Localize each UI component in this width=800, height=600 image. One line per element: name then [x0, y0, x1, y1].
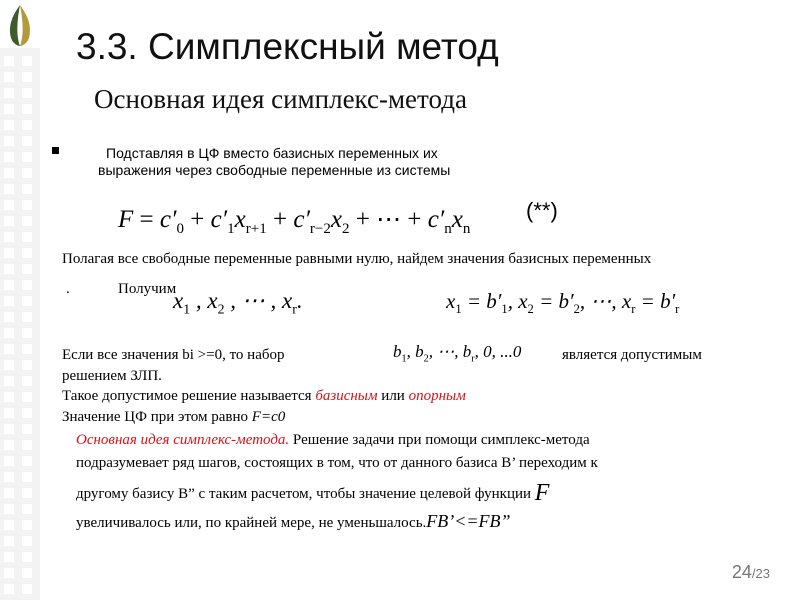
equation-label: (**) [526, 198, 558, 223]
page-current: 24 [731, 562, 752, 582]
decorative-square [22, 328, 32, 338]
decorative-square [22, 152, 32, 162]
decorative-square [22, 312, 32, 322]
objective-inequality: FB’<=FB” [426, 511, 511, 531]
free-variables-formula: $x_1$ , $x_2$ , ⋯ , $x_r$. [173, 288, 303, 317]
decorative-square [4, 200, 14, 210]
para1-line-1: Полагая все свободные переменные равными нулю, найдем значения базисных переменных [62, 251, 652, 267]
decorative-square [4, 584, 14, 594]
decorative-square [4, 152, 14, 162]
support-word: опорным [408, 388, 466, 404]
page-total: /23 [751, 566, 770, 581]
decorative-square [22, 520, 32, 530]
decorative-square [22, 232, 32, 242]
decorative-square [4, 56, 14, 66]
decorative-square [22, 360, 32, 370]
decorative-square [22, 120, 32, 130]
decorative-square [4, 504, 14, 514]
decorative-square [22, 536, 32, 546]
decorative-square [4, 392, 14, 402]
decorative-square [4, 88, 14, 98]
decorative-square [4, 472, 14, 482]
decorative-square [22, 280, 32, 290]
basic-solution-line [62, 387, 466, 406]
flame-logo-icon [0, 0, 40, 48]
decorative-square [4, 136, 14, 146]
decorative-square [22, 424, 32, 434]
decorative-square [22, 216, 32, 226]
decorative-square [22, 56, 32, 66]
decorative-square [22, 296, 32, 306]
objective-F-symbol: F [534, 480, 550, 506]
decorative-square [4, 120, 14, 130]
objective-value-text: Значение ЦФ при этом равно [62, 409, 252, 425]
decorative-square [4, 264, 14, 274]
intro-line-2: выражения через свободные переменные из системы [98, 162, 451, 178]
decorative-square [4, 184, 14, 194]
decorative-square [22, 408, 32, 418]
idea-line-4-text: увеличивалось или, по крайней мере, не уменьшалось. [76, 515, 427, 531]
decorative-square [22, 200, 32, 210]
decorative-square [4, 408, 14, 418]
decorative-square [4, 440, 14, 450]
basic-word: базисным [315, 388, 378, 404]
slide-subtitle: Основная идея симплекс-метода [94, 84, 467, 114]
para1-dot: . [66, 281, 70, 297]
decorative-square [22, 88, 32, 98]
slide-title: 3.3. Симплексный метод [76, 26, 499, 67]
decorative-square [4, 168, 14, 178]
decorative-square [22, 264, 32, 274]
decorative-square [4, 520, 14, 530]
decorative-square [22, 184, 32, 194]
decorative-square [4, 216, 14, 226]
decorative-square [4, 360, 14, 370]
decorative-square [4, 424, 14, 434]
objective-value-expr: F=c0 [251, 409, 286, 425]
decorative-square [22, 568, 32, 578]
idea-line-3 [76, 482, 549, 504]
idea-line-1-text: Решение задачи при помощи симплекс-метода [289, 432, 590, 448]
decorative-square [22, 488, 32, 498]
decorative-square [22, 248, 32, 258]
idea-title: Основная идея симплекс-метода. [76, 432, 290, 448]
intro-line-1: Подставляя в ЦФ вместо базисных переменных их [106, 145, 438, 161]
condition-line-1-end: является допустимым [562, 347, 702, 363]
decorative-square [22, 504, 32, 514]
decorative-square [22, 456, 32, 466]
decorative-square [4, 280, 14, 290]
decorative-square [22, 168, 32, 178]
decorative-square [4, 536, 14, 546]
condition-line-1-start: Если все значения bi >=0, то набор [62, 347, 285, 363]
square-bullet-icon [52, 147, 59, 154]
condition-line-2: решением ЗЛП. [62, 368, 162, 384]
objective-value-line [62, 408, 285, 427]
decorative-square [22, 472, 32, 482]
objective-equation: $F = c'_0 + c'_1x_{r+1} + c'_{r-2}x_2$ + ⋯ + $c'_nx_n$ [118, 206, 471, 237]
decorative-square [4, 104, 14, 114]
idea-line-3-text: другому базису B” с таким расчетом, чтобы значение целевой функции [76, 486, 535, 502]
decorative-square [22, 104, 32, 114]
decorative-square [22, 552, 32, 562]
basic-solution-text: Такое допустимое решение называется [62, 388, 316, 404]
para1-line-2: Получим [118, 281, 177, 297]
idea-line-4 [76, 512, 511, 533]
decorative-square [22, 136, 32, 146]
decorative-square [4, 376, 14, 386]
page-number [732, 562, 770, 583]
idea-line-1 [76, 431, 590, 450]
decorative-square [22, 72, 32, 82]
decorative-square [4, 232, 14, 242]
decorative-square [4, 248, 14, 258]
decorative-square [22, 584, 32, 594]
decorative-square [4, 456, 14, 466]
decorative-square [4, 552, 14, 562]
or-word: или [377, 388, 409, 404]
basic-values-formula: $x_1 = b'_1$, $x_2 = b'_2$, ⋯, $x_r = b'_r$ [446, 289, 680, 317]
decorative-square [22, 376, 32, 386]
decorative-square [22, 440, 32, 450]
decorative-square [4, 72, 14, 82]
decorative-square [22, 344, 32, 354]
idea-line-2: подразумевает ряд шагов, состоящих в том, что от данного базиса B’ переходим к [76, 455, 598, 471]
decorative-square [4, 344, 14, 354]
feasible-set-formula: $b_1$, $b_2$, ⋯, $b_r$, 0, ...0 [393, 342, 522, 365]
decorative-square [4, 296, 14, 306]
decorative-square [22, 392, 32, 402]
decorative-square [4, 568, 14, 578]
decorative-square [4, 328, 14, 338]
decorative-square [4, 312, 14, 322]
decorative-square [4, 488, 14, 498]
